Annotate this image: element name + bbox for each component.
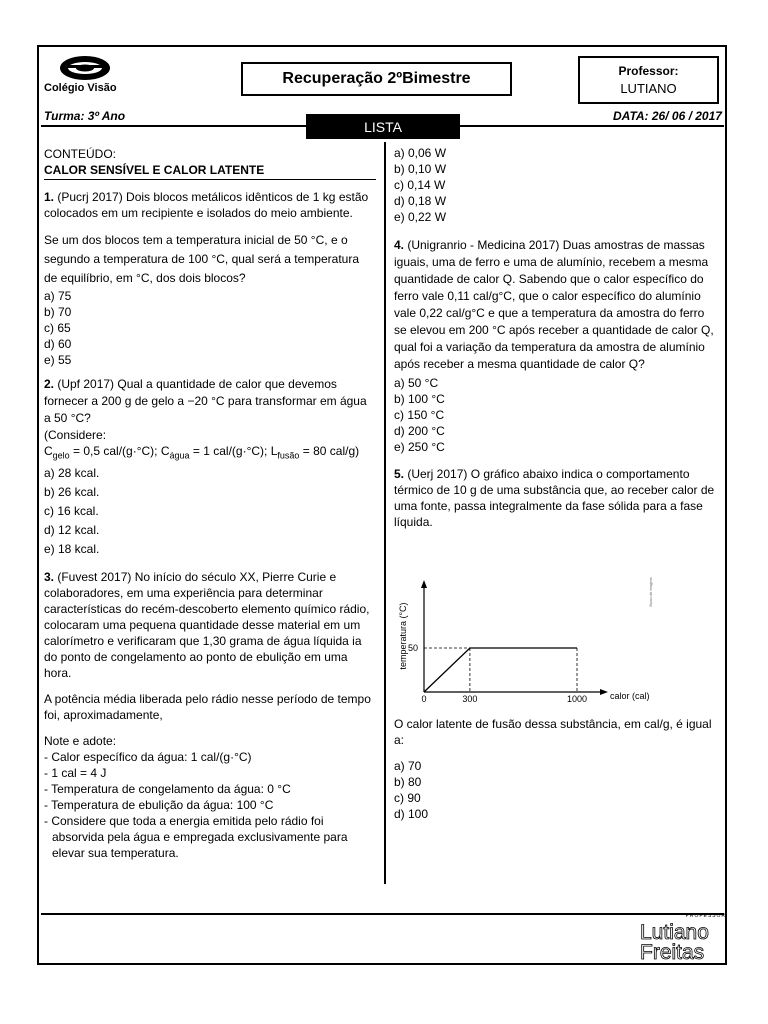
school-name: Colégio Visão bbox=[44, 82, 117, 94]
turma-label: Turma: 3º Ano bbox=[44, 109, 126, 123]
conteudo-title: CALOR SENSÍVEL E CALOR LATENTE bbox=[44, 162, 376, 180]
q3-note-5: - Considere que toda a energia emitida pelo rádio foi absorvida pela água e empregada exclusivamente para elevar sua temperatura. bbox=[44, 814, 348, 861]
q5-option-d: d) 100 bbox=[394, 807, 429, 821]
q1-text2: Se um dos blocos tem a temperatura inicial de 50 °C, e o segundo a temperatura de 100 °C, qual será a temperatura de equilíbrio, em °C, dos dois blocos? bbox=[44, 233, 359, 285]
chart-xlabel: calor (cal) bbox=[610, 691, 650, 701]
q2-option-b: b) 26 kcal. bbox=[44, 485, 100, 500]
chart-x-tick-300: 300 bbox=[462, 694, 478, 704]
chart-ylabel: temperatura (°C) bbox=[398, 602, 408, 670]
school-logo-icon bbox=[43, 52, 128, 102]
q1-option-a: a) 75 bbox=[44, 289, 72, 303]
q5-chart bbox=[394, 574, 694, 704]
q3-option-c: c) 0,14 W bbox=[394, 178, 446, 192]
q3-note-4: - Temperatura de ebulição da água: 100 °C bbox=[44, 798, 274, 813]
q3-option-e: e) 0,22 W bbox=[394, 210, 447, 224]
q3-text2: A potência média liberada pelo rádio nesse período de tempo foi, aproximadamente, bbox=[44, 692, 371, 723]
q4-option-d: d) 200 °C bbox=[394, 424, 445, 438]
q1-text: 1. (Pucrj 2017) Dois blocos metálicos idênticos de 1 kg estão colocados em um recipiente e isolados do meio ambiente. bbox=[44, 190, 369, 220]
q1-option-d: d) 60 bbox=[44, 337, 72, 351]
q3-option-a: a) 0,06 W bbox=[394, 146, 447, 160]
chart-y-arrow bbox=[421, 580, 427, 588]
q5-option-b: b) 80 bbox=[394, 775, 422, 789]
footer-divider bbox=[41, 913, 724, 915]
professor-box bbox=[578, 56, 719, 104]
q2-text: 2. (Upf 2017) Qual a quantidade de calor que devemos fornecer a 200 g de gelo a −20 °C para transformar em água a 50 °C? bbox=[44, 377, 367, 425]
chart-watermark: Banco de imagens bbox=[649, 577, 653, 607]
q1-option-e: e) 55 bbox=[44, 353, 72, 367]
left-column bbox=[44, 146, 374, 861]
q2-considere: (Considere: bbox=[44, 428, 107, 442]
q3-note-3: - Temperatura de congelamento da água: 0 °C bbox=[44, 782, 291, 797]
q3-text: 3. (Fuvest 2017) No início do século XX, Pierre Curie e colaboradores, em uma experiência para determinar características do recém-descoberto elemento químico rádio, colocaram uma pequena quantidade desse material em um calorímetro e verificaram que 1,30 grama de água líquida ia do ponto de congelamento ao ponto de ebulição em uma hora. bbox=[44, 570, 370, 681]
q4-text: 4. (Unigranrio - Medicina 2017) Duas amostras de massas iguais, uma de ferro e uma de alumínio, recebem a mesma quantidade de calor Q. Sabendo que o calor específico do ferro vale 0,11 cal/g°C, que o calor específico do alumínio vale 0,22 cal/g°C e que a temperatura da amostra do ferro se elevou em 200 °C após receber a quantidade de calor Q, qual foi a variação da temperatura da amostra de alumínio após receber a mesma quantidade de calor Q? bbox=[394, 238, 714, 371]
conteudo-label: CONTEÚDO: bbox=[44, 147, 116, 161]
date-label: DATA: 26/ 06 / 2017 bbox=[613, 109, 722, 123]
q1-option-b: b) 70 bbox=[44, 305, 72, 319]
q3-option-b: b) 0,10 W bbox=[394, 162, 447, 176]
q5-after-chart bbox=[394, 716, 718, 822]
q3-note-2: - 1 cal = 4 J bbox=[44, 766, 107, 781]
signature-line2: Freitas bbox=[640, 941, 705, 962]
q4-option-e: e) 250 °C bbox=[394, 440, 445, 454]
right-column bbox=[394, 145, 718, 530]
q2-option-c: c) 16 kcal. bbox=[44, 504, 99, 519]
lista-banner: LISTA bbox=[306, 114, 460, 139]
q2-option-d: d) 12 kcal. bbox=[44, 523, 100, 538]
chart-x-tick-1000: 1000 bbox=[566, 694, 588, 704]
q3-option-d: d) 0,18 W bbox=[394, 194, 447, 208]
signature-top: PROFESSOR bbox=[685, 913, 726, 919]
chart-y-tick-50: 50 bbox=[407, 643, 418, 653]
signature-logo-icon bbox=[638, 912, 728, 962]
q4-option-c: c) 150 °C bbox=[394, 408, 445, 422]
column-divider bbox=[384, 142, 386, 884]
q4-option-b: b) 100 °C bbox=[394, 392, 445, 406]
q3-note-1: - Calor específico da água: 1 cal/(g·°C) bbox=[44, 750, 252, 765]
professor-name: LUTIANO bbox=[620, 81, 677, 96]
q2-option-e: e) 18 kcal. bbox=[44, 542, 100, 557]
q3-note-title: Note e adote: bbox=[44, 734, 117, 749]
q2-option-a: a) 28 kcal. bbox=[44, 466, 100, 481]
q5-question: O calor latente de fusão dessa substância, em cal/g, é igual a: bbox=[394, 717, 712, 747]
q5-option-a: a) 70 bbox=[394, 759, 422, 773]
professor-label: Professor: bbox=[618, 64, 679, 78]
chart-series-line bbox=[424, 648, 577, 692]
signature-line1: Lutiano bbox=[640, 921, 709, 944]
chart-x-tick-0: 0 bbox=[421, 694, 427, 704]
q2-formula: $C_{gelo} = 0,5$ cal/(g·°C); $C_{água} = 1$ cal/(g·°C); $L_{fusão} = 80$ cal/g) bbox=[44, 444, 360, 461]
page-title: Recuperação 2ºBimestre bbox=[241, 62, 512, 96]
q5-option-c: c) 90 bbox=[394, 791, 421, 805]
chart-x-arrow bbox=[600, 689, 608, 695]
q5-text: 5. (Uerj 2017) O gráfico abaixo indica o comportamento térmico de 10 g de uma substância que, ao receber calor de uma fonte, passa integralmente da fase sólida para a fase líquida. bbox=[394, 467, 715, 529]
q1-option-c: c) 65 bbox=[44, 321, 71, 335]
q4-option-a: a) 50 °C bbox=[394, 376, 439, 390]
